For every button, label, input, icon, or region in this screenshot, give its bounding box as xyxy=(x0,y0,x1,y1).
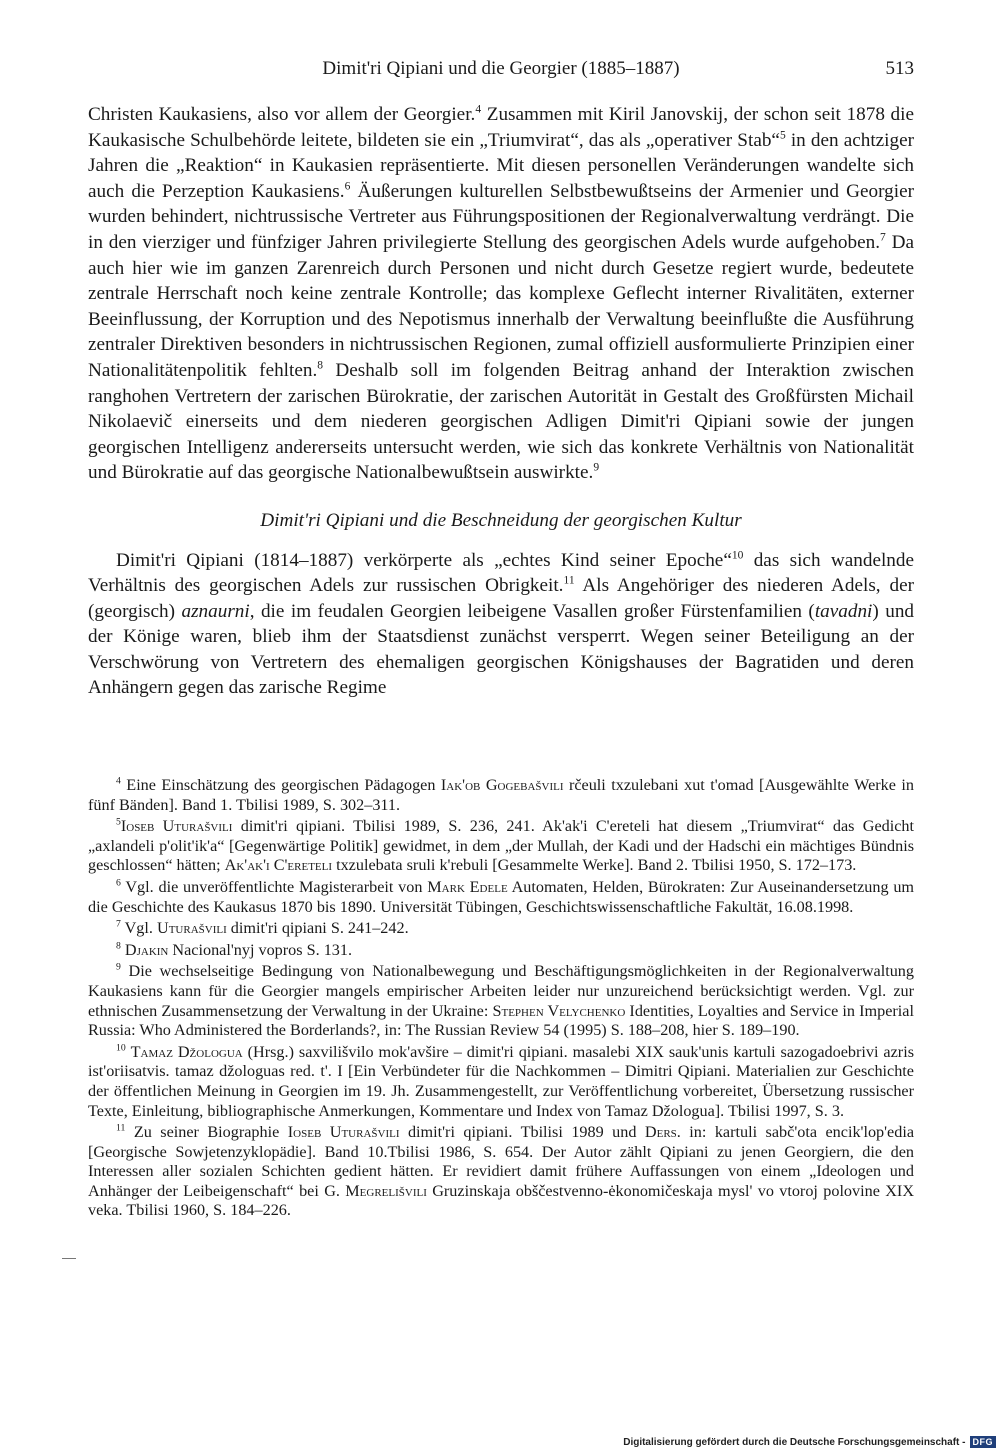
digitization-footer xyxy=(623,1436,996,1448)
text-run: rčeuli txzulebani xut t'omad [Ausgewählte Werke in fünf Bänden]. Band 1. Tbilisi 1989, S. 302–311. xyxy=(88,776,914,814)
footnote-ref[interactable]: 6 xyxy=(344,180,351,193)
author-name: Tamaz Džologua xyxy=(130,1042,243,1061)
text-run: Nacional'nyj vopros S. 131. xyxy=(168,940,353,959)
footnote-ref[interactable]: 7 xyxy=(880,231,886,244)
running-title: Dimit'ri Qipiani und die Georgier (1885–1887) xyxy=(322,58,680,79)
author-name: Ioseb Uturašvili xyxy=(120,817,233,836)
footnote-ref[interactable]: 9 xyxy=(593,461,600,474)
author-name: Ders. xyxy=(644,1123,681,1142)
author-name: Stephen Velychenko xyxy=(492,1001,626,1020)
footnote xyxy=(88,919,914,939)
text-run: dimit'ri qipiani. Tbilisi 1989 und xyxy=(399,1123,645,1142)
footnote-number: 8 xyxy=(116,940,121,952)
footnote xyxy=(88,817,914,876)
footnote-number: 9 xyxy=(116,961,121,973)
footnote-ref[interactable]: 11 xyxy=(563,574,575,587)
footnotes xyxy=(88,776,914,1223)
text-run: ) und der Könige waren, blieb ihm der Staatsdienst zunächst versperrt. Wegen seiner Beteiligung an der Verschwörung von Vertretern des ehemaligen georgischen Königshauses der Bagratiden und deren Anhängern gegen das zarische Regime xyxy=(88,600,915,699)
italic-term: tavadni xyxy=(814,600,873,622)
text-run: dimit'ri qipiani S. 241–242. xyxy=(226,919,409,938)
author-name: Ioseb Uturašvili xyxy=(287,1123,400,1142)
footnote xyxy=(88,1123,914,1221)
author-name: Djakin xyxy=(124,940,169,959)
digitization-credit: Digitalisierung gefördert durch die Deutsche Forschungsgemeinschaft - xyxy=(623,1436,966,1448)
text-run: Deshalb soll im folgenden Beitrag anhand der Interaktion zwischen ranghohen Vertretern der zarischen Bürokratie, der zarischen Autorität in Gestalt des Großfürsten Michail Nikolaevič einerseits und dem niederen georgischen Adligen Dimit'ri Qipiani sowie der jungen georgischen Intelligenz andererseits untersucht werden, wie sich das konkrete Verhältnis von Nationalität und Bürokratie auf das georgische Nationalbewußtsein auswirkte. xyxy=(88,359,914,484)
text-run: , die im feudalen Georgien leibeigene Vasallen großer Fürstenfamilien ( xyxy=(249,600,815,622)
footnote xyxy=(88,962,914,1040)
text-run: Christen Kaukasiens, also vor allem der Georgier. xyxy=(88,104,476,125)
text-run: Automaten, Helden, Bürokraten: Zur Auseinandersetzung um die Geschichte des Kaukasus 1870 bis 1890. Universität Tübingen, Geschichtswissenschaftliche Fakultät, 16.08.1998. xyxy=(88,877,915,916)
text-run: (Hrsg.) saxvilišvilo mok'avšire – dimit'ri qipiani. masalebi XIX sauk'unis kartuli sazogadoebrivi azris ist'oriisatvis. tamaz džologuas red. t'. I [Ein Verbündeter für die Nachkommen – Dimitri Qipiani. Materialien zur Geschichte der öffentlichen Meinung in Georgien im 19. Jh. Zusammengestellt, zur Veröffentlichung vorbereitet, Übersetzung russischer Texte, Einleitung, bibliographische Anmerkungen, Kommentare und Index von Tamaz Džologua]. Tbilisi 1997, S. 3. xyxy=(88,1042,914,1120)
text-run: dimit'ri qipiani. Tbilisi 1989, S. 236, 241. Ak'ak'i C'ereteli hat diesem „Triumvirat“ das Gedicht „axlandeli p'olit'ik'a“ [Gegenwärtige Politik] gewidmet, in dem „der Mullah, der Kadi und der Hadschi ein mächtiges Bündnis geschlossen“ hätten; xyxy=(88,817,915,875)
text-run: Vgl. xyxy=(120,919,157,938)
footnote-ref[interactable]: 4 xyxy=(475,103,482,116)
author-name: Uturašvili xyxy=(157,919,227,938)
dfg-logo-icon: DFG xyxy=(970,1436,997,1448)
paragraph xyxy=(88,548,914,702)
text-run: Gruzinskaja obščestvenno-ėkonomičeskaja mysl' vo vtoroj polovine XIX veka. Tbilisi 1960, S. 184–226. xyxy=(88,1181,915,1220)
text-run: Zu seiner Biographie xyxy=(125,1123,288,1142)
footnote-number: 7 xyxy=(116,918,121,930)
footnote-number: 6 xyxy=(116,877,121,889)
author-name: Ak'ak'i C'ereteli xyxy=(224,856,333,875)
text-run: Dimit'ri Qipiani (1814–1887) verkörperte als „echtes Kind seiner Epoche“ xyxy=(116,549,732,571)
footnote xyxy=(88,878,914,917)
footnote-number: 4 xyxy=(116,775,121,787)
text-run: Vgl. die unveröffentlichte Magisterarbeit von xyxy=(120,877,428,896)
paragraph xyxy=(88,102,914,486)
text-run: in den achtziger Jahren die „Reaktion“ in Kaukasien repräsentierte. Mit diesen personellen Veränderungen wandelte sich auch die Perzeption Kaukasiens. xyxy=(88,129,914,202)
text-run: Da auch hier wie im ganzen Zarenreich durch Personen und nicht durch Gesetze regiert wurde, bedeutete zentrale Herrschaft noch keine zentrale Kontrolle; das komplexe Geflecht interner Rivalitäten, externer Beeinflussung, der Korruption und des Nepotismus innerhalb der Verwaltung beeinflußte die Ausführung zentraler Direktiven besonders in nichtrussischen Regionen, zumal offiziell ausformulierte Prinzipien einer Nationalitätenpolitik fehlten. xyxy=(88,231,915,381)
main-text xyxy=(88,102,914,701)
text-run: Identities, Loyalties and Service in Imperial Russia: Who Administered the Borderlands?, in: The Russian Review 54 (1995) S. 188–208, hier S. 189–190. xyxy=(88,1001,914,1040)
text-run: Als Angehöriger des niederen Adels, der (georgisch) xyxy=(88,575,914,622)
running-header xyxy=(88,55,914,85)
text-run: Zusammen mit Kiril Janovskij, der schon seit 1878 die Kaukasische Schulbehörde leitete, bildeten sie ein „Triumvirat“, das als „operativer Stab“ xyxy=(88,104,914,151)
text-run: Eine Einschätzung des georgischen Pädagogen xyxy=(120,776,441,794)
footnote-ref[interactable]: 8 xyxy=(317,359,324,372)
footnote-number: 11 xyxy=(116,1122,126,1134)
author-name: G. Megrelišvili xyxy=(324,1181,427,1200)
section-heading: Dimit'ri Qipiani und die Beschneidung der georgischen Kultur xyxy=(260,509,742,531)
footnote xyxy=(88,1043,914,1121)
text-run: in: kartuli sabč'ota encik'lop'edia [Georgische Sowjetenzyklopädie]. Band 10.Tbilisi 1986, S. 654. Der Autor zählt Qipiani zu jenen Georgiern, die den Interessen aller sozialen Schichten gedient hätten. Er revidiert damit frühere Auffassungen von einem „Ideologen und Anhänger der Leibeigenschaft“ bei xyxy=(88,1123,915,1200)
author-name: Iak'ob Gogebašvili xyxy=(440,776,564,794)
footnote-number: 5 xyxy=(116,816,121,828)
footnote-ref[interactable]: 10 xyxy=(731,549,744,562)
text-run: txzulebata sruli k'rebuli [Gesammelte Werke]. Band 2. Tbilisi 1950, S. 172–173. xyxy=(332,856,857,875)
footnote-number: 10 xyxy=(116,1042,126,1054)
page-number: 513 xyxy=(885,58,914,79)
footnote-ref[interactable]: 5 xyxy=(779,129,786,142)
text-run: Die wechselseitige Bedingung von Nationalbewegung und Beschäftigungsmöglichkeiten in der Regionalverwaltung Kaukasiens kann für die Georgier mangels empirischer Arbeiten leider nur unzureichend berücksichtigt werden. Vgl. zur ethnischen Zusammensetzung der Verwaltung in der Ukraine: xyxy=(88,962,914,1020)
italic-term: aznaurni xyxy=(181,600,250,622)
author-name: Mark Edele xyxy=(427,877,508,896)
footnote xyxy=(88,941,914,961)
footnote xyxy=(88,776,914,815)
margin-mark xyxy=(62,1258,76,1259)
text-run: das sich wandelnde Verhältnis des georgischen Adels zur russischen Obrigkeit. xyxy=(88,549,914,597)
text-run: Äußerungen kulturellen Selbstbewußtseins der Armenier und Georgier wurden behindert, nichtrussische Vertreter aus Führungspositionen der Regionalverwaltung verdrängt. Die in den vierziger und fünfziger Jahren privilegierte Stellung des georgischen Adels wurde aufgehoben. xyxy=(88,180,915,253)
